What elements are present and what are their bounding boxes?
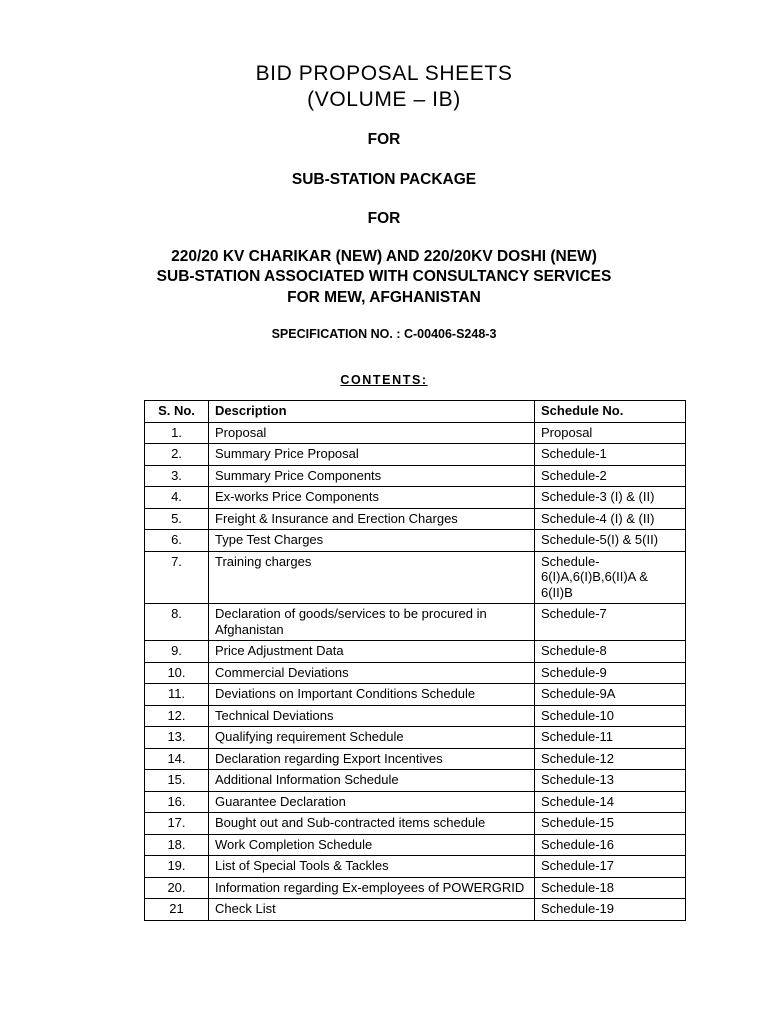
title-line-1: BID PROPOSAL SHEETS	[255, 62, 513, 85]
row-description: Qualifying requirement Schedule	[209, 727, 535, 749]
row-schedule: Schedule-10	[535, 705, 686, 727]
table-row	[145, 551, 686, 604]
table-row	[145, 856, 686, 878]
table-row	[145, 813, 686, 835]
row-sno: 19.	[145, 856, 209, 878]
row-description: Guarantee Declaration	[209, 791, 535, 813]
table-row	[145, 877, 686, 899]
row-sno: 21	[145, 899, 209, 921]
table-header-row	[145, 401, 686, 423]
row-description: Technical Deviations	[209, 705, 535, 727]
row-schedule: Schedule-2	[535, 465, 686, 487]
row-sno: 4.	[145, 487, 209, 509]
row-sno: 13.	[145, 727, 209, 749]
row-sno: 2.	[145, 444, 209, 466]
row-schedule: Schedule-14	[535, 791, 686, 813]
row-schedule: Schedule-7	[535, 604, 686, 641]
table-row	[145, 770, 686, 792]
row-sno: 7.	[145, 551, 209, 604]
row-sno: 15.	[145, 770, 209, 792]
table-row	[145, 422, 686, 444]
table-row	[145, 705, 686, 727]
row-sno: 5.	[145, 508, 209, 530]
row-description: Additional Information Schedule	[209, 770, 535, 792]
row-sno: 8.	[145, 604, 209, 641]
contents-heading: CONTENTS:	[340, 373, 428, 387]
table-row	[145, 530, 686, 552]
row-description: Work Completion Schedule	[209, 834, 535, 856]
row-schedule: Schedule-15	[535, 813, 686, 835]
row-schedule: Schedule-19	[535, 899, 686, 921]
contents-table	[144, 400, 686, 921]
row-schedule: Schedule-4 (I) & (II)	[535, 508, 686, 530]
project-line-1: 220/20 KV CHARIKAR (NEW) AND 220/20KV DOSHI (NEW)	[171, 248, 597, 265]
row-description: Summary Price Proposal	[209, 444, 535, 466]
table-row	[145, 604, 686, 641]
column-header-description: Description	[209, 401, 535, 423]
row-sno: 12.	[145, 705, 209, 727]
row-description: Check List	[209, 899, 535, 921]
row-description: Training charges	[209, 551, 535, 604]
table-row	[145, 508, 686, 530]
row-sno: 6.	[145, 530, 209, 552]
row-schedule: Schedule-8	[535, 641, 686, 663]
row-description: Price Adjustment Data	[209, 641, 535, 663]
column-header-schedule: Schedule No.	[535, 401, 686, 423]
row-schedule: Schedule-11	[535, 727, 686, 749]
row-schedule: Schedule-13	[535, 770, 686, 792]
specification-number: SPECIFICATION NO. : C-00406-S248-3	[271, 327, 497, 341]
table-row	[145, 465, 686, 487]
table-row	[145, 834, 686, 856]
table-row	[145, 662, 686, 684]
row-sno: 16.	[145, 791, 209, 813]
project-line-2: SUB-STATION ASSOCIATED WITH CONSULTANCY SERVICES	[156, 268, 612, 285]
table-row	[145, 487, 686, 509]
table-row	[145, 684, 686, 706]
row-sno: 17.	[145, 813, 209, 835]
for-label-1: FOR	[367, 131, 401, 148]
row-description: Declaration of goods/services to be procured in Afghanistan	[209, 604, 535, 641]
row-schedule: Schedule-12	[535, 748, 686, 770]
row-schedule: Schedule-1	[535, 444, 686, 466]
row-schedule: Schedule-16	[535, 834, 686, 856]
row-sno: 1.	[145, 422, 209, 444]
row-schedule: Schedule-9A	[535, 684, 686, 706]
row-schedule: Schedule-9	[535, 662, 686, 684]
row-schedule: Schedule-3 (I) & (II)	[535, 487, 686, 509]
project-line-3: FOR MEW, AFGHANISTAN	[287, 289, 481, 306]
row-description: Type Test Charges	[209, 530, 535, 552]
row-description: Information regarding Ex-employees of POWERGRID	[209, 877, 535, 899]
row-description: Freight & Insurance and Erection Charges	[209, 508, 535, 530]
row-sno: 18.	[145, 834, 209, 856]
row-description: Bought out and Sub-contracted items schedule	[209, 813, 535, 835]
row-schedule: Schedule-17	[535, 856, 686, 878]
row-description: List of Special Tools & Tackles	[209, 856, 535, 878]
row-sno: 3.	[145, 465, 209, 487]
row-description: Commercial Deviations	[209, 662, 535, 684]
row-description: Ex-works Price Components	[209, 487, 535, 509]
row-sno: 10.	[145, 662, 209, 684]
table-row	[145, 727, 686, 749]
table-row	[145, 444, 686, 466]
row-description: Deviations on Important Conditions Schedule	[209, 684, 535, 706]
row-description: Summary Price Components	[209, 465, 535, 487]
row-schedule: Proposal	[535, 422, 686, 444]
table-row	[145, 791, 686, 813]
row-sno: 11.	[145, 684, 209, 706]
title-line-2: (VOLUME – IB)	[307, 88, 461, 111]
row-schedule: Schedule-6(I)A,6(I)B,6(II)A & 6(II)B	[535, 551, 686, 604]
for-label-2: FOR	[367, 210, 401, 227]
package-title: SUB-STATION PACKAGE	[291, 171, 477, 188]
row-schedule: Schedule-5(I) & 5(II)	[535, 530, 686, 552]
table-row	[145, 641, 686, 663]
table-row	[145, 748, 686, 770]
row-sno: 14.	[145, 748, 209, 770]
row-sno: 9.	[145, 641, 209, 663]
table-row	[145, 899, 686, 921]
row-description: Proposal	[209, 422, 535, 444]
row-description: Declaration regarding Export Incentives	[209, 748, 535, 770]
row-sno: 20.	[145, 877, 209, 899]
row-schedule: Schedule-18	[535, 877, 686, 899]
column-header-sno: S. No.	[145, 401, 209, 423]
